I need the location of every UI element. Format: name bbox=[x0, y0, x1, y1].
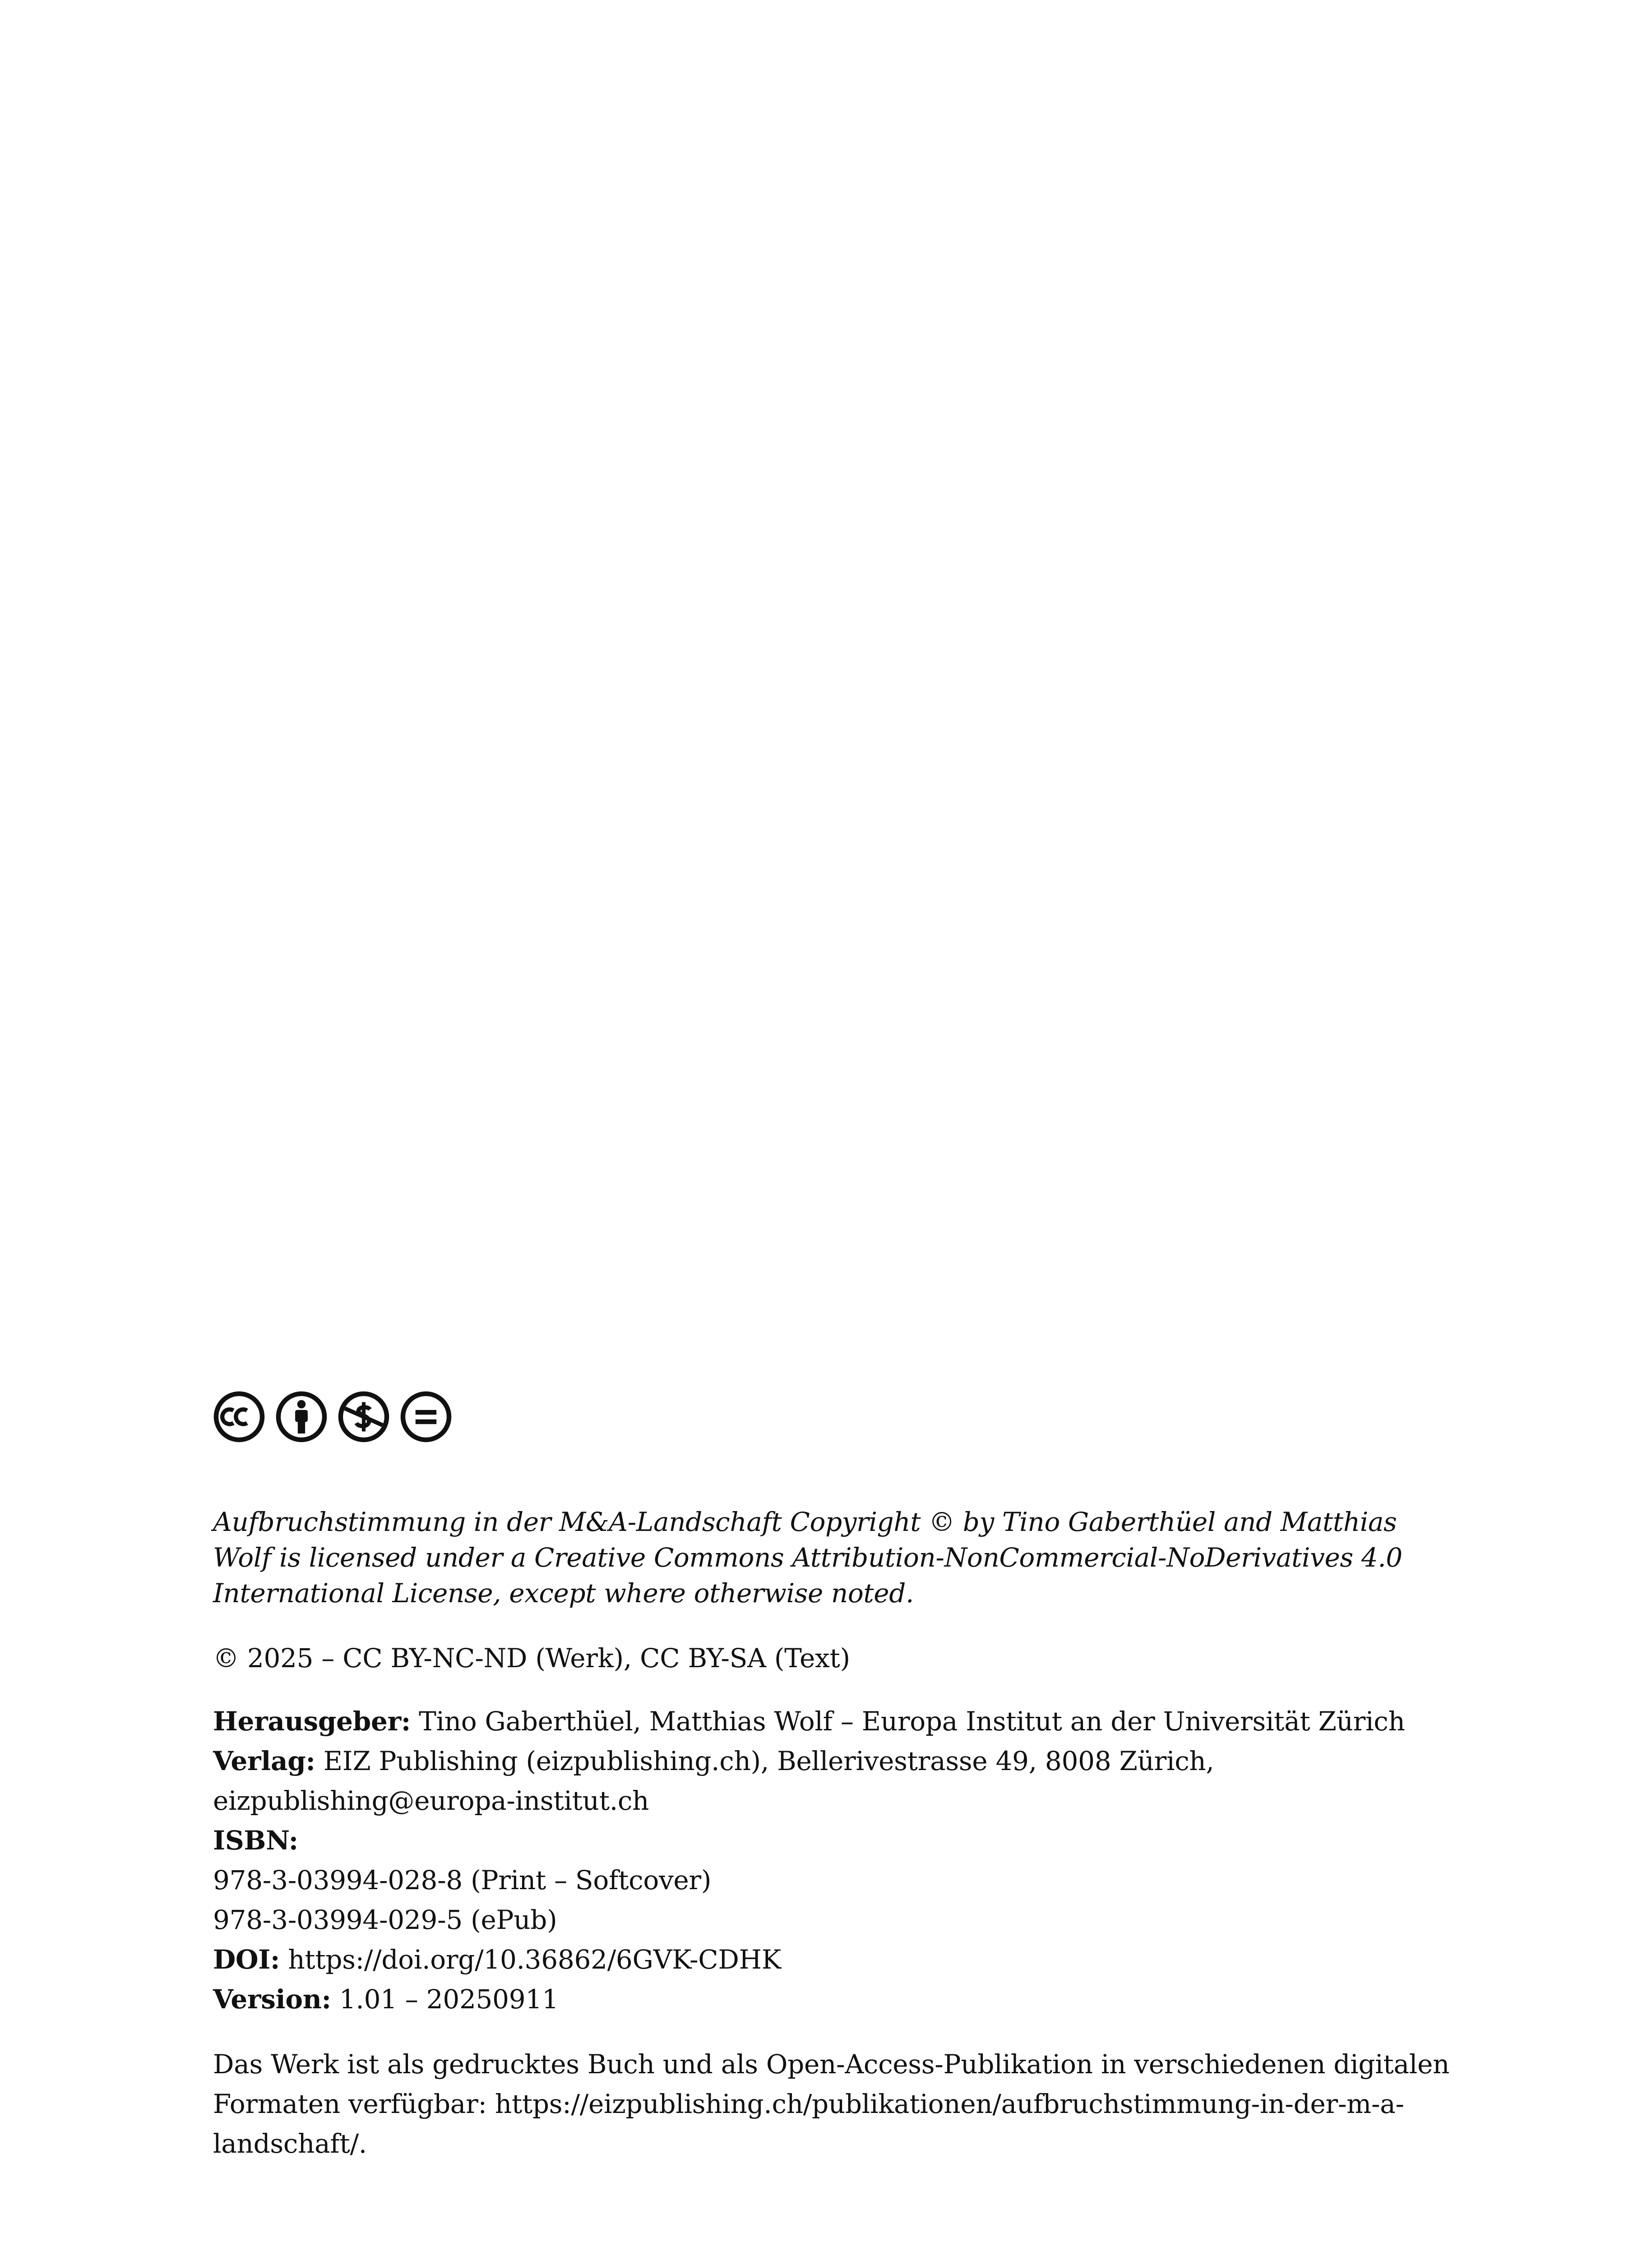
attribution-person-icon bbox=[275, 1391, 328, 1443]
isbn-label: ISBN: bbox=[213, 1825, 298, 1856]
version-label: Version: bbox=[213, 1984, 331, 2015]
noderivatives-equals-icon bbox=[400, 1391, 452, 1443]
imprint-block bbox=[213, 1391, 1458, 2164]
availability-note: Das Werk ist als gedrucktes Buch und als Open-Access-Publikation in verschiedenen digitalen Formaten verfügbar: https://eizpublishing.ch/publikationen/aufbruchstimmung-in-der-m-a-landschaft/. bbox=[213, 2049, 1450, 2159]
herausgeber-line bbox=[213, 1701, 1458, 1741]
verlag-line bbox=[213, 1741, 1458, 1821]
isbn-line bbox=[213, 1821, 1458, 1860]
verlag-value: EIZ Publishing (eizpublishing.ch), Bellerivestrasse 49, 8008 Zürich, eizpublishing@europa-institut.ch bbox=[213, 1746, 1214, 1816]
herausgeber-label: Herausgeber: bbox=[213, 1706, 411, 1737]
license-statement: Aufbruchstimmung in der M&A-Landschaft Copyright © by Tino Gaberthüel and Matthias Wolf is licensed under a Creative Commons Attribution-NonCommercial-NoDerivatives 4.0 International License, except where otherwise noted. bbox=[213, 1507, 1402, 1609]
cc-license-badges[interactable] bbox=[213, 1391, 1458, 1443]
version-line bbox=[213, 1979, 1458, 2019]
version-value: 1.01 – 20250911 bbox=[339, 1984, 559, 2015]
doi-label: DOI: bbox=[213, 1944, 280, 1975]
doi-link[interactable]: https://doi.org/10.36862/6GVK-CDHK bbox=[288, 1944, 781, 1975]
verlag-label: Verlag: bbox=[213, 1746, 315, 1776]
isbn-epub: 978-3-03994-029-5 (ePub) bbox=[213, 1905, 557, 1935]
noncommercial-dollar-icon bbox=[338, 1391, 390, 1443]
doi-line bbox=[213, 1940, 1458, 1979]
copyright-line: © 2025 – CC BY-NC-ND (Werk), CC BY-SA (Text) bbox=[213, 1643, 850, 1674]
herausgeber-value: Tino Gaberthüel, Matthias Wolf – Europa Institut an der Universität Zürich bbox=[419, 1706, 1405, 1737]
cc-icon bbox=[213, 1391, 265, 1443]
publication-metadata bbox=[213, 1701, 1458, 2019]
isbn-print: 978-3-03994-028-8 (Print – Softcover) bbox=[213, 1865, 712, 1895]
